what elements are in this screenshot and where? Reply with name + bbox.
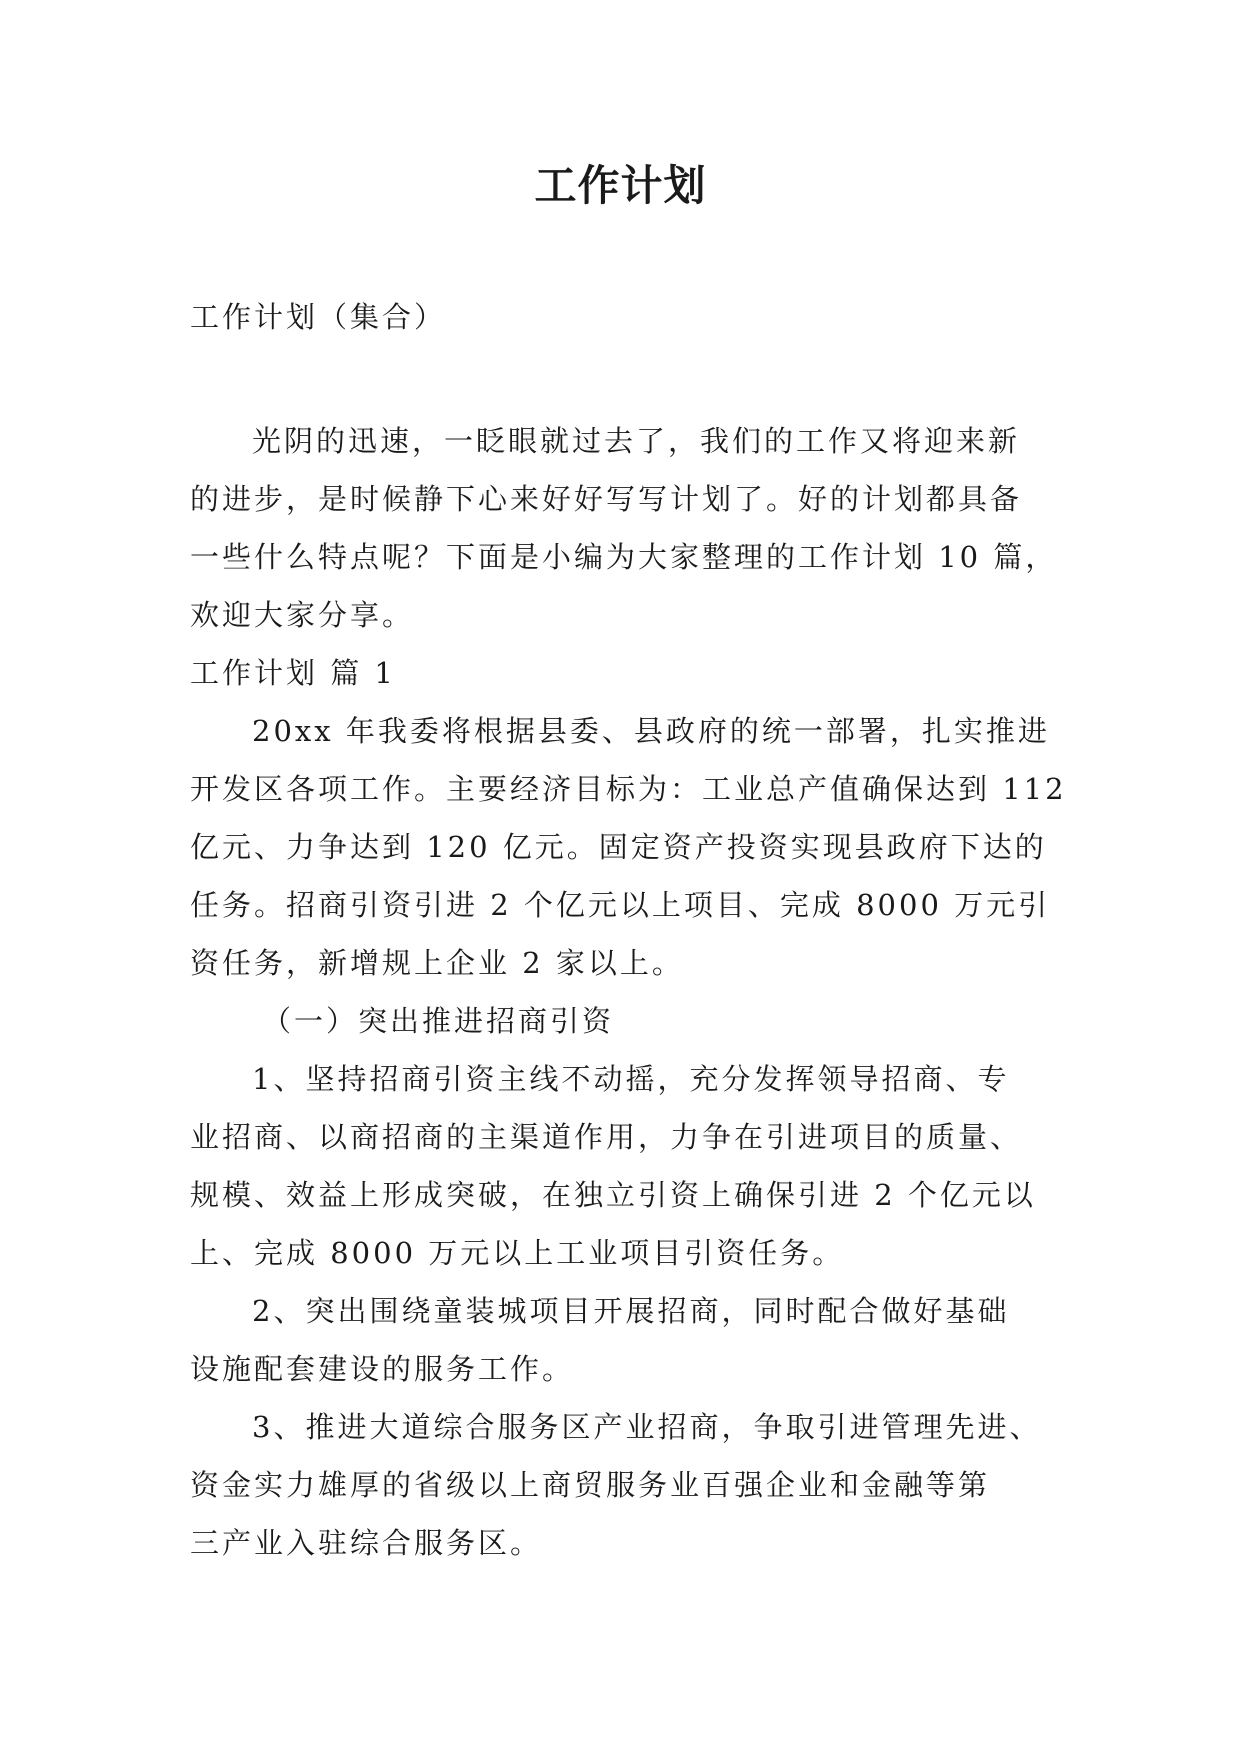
paragraph-line: 上、完成 8000 万元以上工业项目引资任务。 [190, 1236, 845, 1270]
paragraph-line: 一些什么特点呢？下面是小编为大家整理的工作计划 10 篇， [190, 540, 1058, 574]
paragraph-line: 资金实力雄厚的省级以上商贸服务业百强企业和金融等第 [190, 1468, 991, 1502]
list-item [190, 1282, 1052, 1398]
intro-paragraph [190, 412, 1058, 644]
paragraph-line: 任务。招商引资引进 2 个亿元以上项目、完成 8000 万元引 [190, 888, 1051, 922]
document-subtitle: 工作计划（集合） [190, 300, 447, 334]
paragraph-line: 规模、效益上形成突破，在独立引资上确保引进 2 个亿元以 [190, 1178, 1036, 1212]
list-item [190, 1050, 1052, 1282]
document-body [190, 288, 1067, 1572]
paragraph-line: 业招商、以商招商的主渠道作用，力争在引进项目的质量、 [190, 1120, 1023, 1154]
paragraph-line: 三产业入驻综合服务区。 [190, 1526, 543, 1560]
paragraph-line: 20xx 年我委将根据县委、县政府的统一部署，扎实推进 [252, 714, 1050, 748]
section-heading: 工作计划 篇 1 [190, 656, 396, 690]
paragraph-line: 设施配套建设的服务工作。 [190, 1352, 575, 1386]
subheading: （一）突出推进招商引资 [262, 1004, 615, 1038]
paragraph-line: 资任务，新增规上企业 2 家以上。 [190, 946, 684, 980]
paragraph-line: 亿元、力争达到 120 亿元。固定资产投资实现县政府下达的 [190, 830, 1047, 864]
paragraph-goals [190, 702, 1067, 992]
paragraph-line: 开发区各项工作。主要经济目标为：工业总产值确保达到 112 [190, 772, 1067, 806]
list-item [190, 1398, 1052, 1572]
document-title: 工作计划 [534, 161, 707, 210]
paragraph-line: 3、推进大道综合服务区产业招商，争取引进管理先进、 [252, 1410, 1042, 1444]
paragraph-line: 欢迎大家分享。 [190, 598, 415, 632]
paragraph-line: 光阴的迅速，一眨眼就过去了，我们的工作又将迎来新 [252, 424, 1021, 458]
paragraph-line: 的进步，是时候静下心来好好写写计划了。好的计划都具备 [190, 482, 1023, 516]
paragraph-line: 1、坚持招商引资主线不动摇，充分发挥领导招商、专 [252, 1062, 1010, 1096]
paragraph-line: 2、突出围绕童装城项目开展招商，同时配合做好基础 [252, 1294, 1010, 1328]
